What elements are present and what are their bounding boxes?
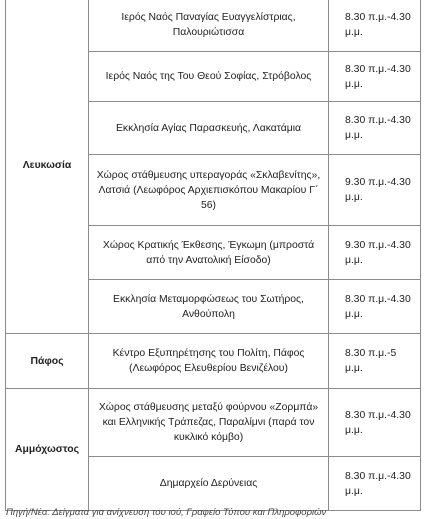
district-cell: Πάφος: [6, 334, 89, 389]
location-cell: Εκκλησία Μεταμορφώσεως του Σωτήρος, Ανθούπολη: [89, 280, 329, 334]
location-cell: Ιερός Ναός της Του Θεού Σοφίας, Στρόβολος: [89, 52, 329, 102]
location-cell: Εκκλησία Αγίας Παρασκευής, Λακατάμια: [89, 102, 329, 155]
table-row: [6, 389, 421, 457]
table-row: [6, 334, 421, 389]
hours-cell: 9.30 π.μ.-4.30 μ.μ.: [329, 226, 421, 280]
hours-cell: 8.30 π.μ.-4.30 μ.μ.: [329, 102, 421, 155]
hours-cell: 9.30 π.μ.-4.30 μ.μ.: [329, 155, 421, 226]
table-caption: Πηγή/Νέα: Δείγματα για ανίχνευση του ιού, Γραφείο Τύπου και Πληροφοριών: [6, 507, 327, 518]
hours-cell: 8.30 π.μ.-4.30 μ.μ.: [329, 280, 421, 334]
hours-cell: 8.30 π.μ.-5 μ.μ.: [329, 334, 421, 389]
district-cell: Αμμόχωστος: [6, 389, 89, 511]
hours-cell: 8.30 π.μ.-4.30 μ.μ.: [329, 0, 421, 52]
location-cell: Χώρος στάθμευσης μεταξύ φούρνου «Ζορμπά» και Ελληνικής Τράπεζας, Παραλίμνι (παρά τον κυκλικό κόμβο): [89, 389, 329, 457]
location-cell: Δημαρχείο Δερύνειας: [89, 457, 329, 511]
hours-cell: 8.30 π.μ.-4.30 μ.μ.: [329, 457, 421, 511]
hours-cell: 8.30 π.μ.-4.30 μ.μ.: [329, 52, 421, 102]
testing-locations-table: [5, 0, 421, 511]
table-row: [6, 0, 421, 52]
hours-cell: 8.30 π.μ.-4.30 μ.μ.: [329, 389, 421, 457]
location-cell: Χώρος στάθμευσης υπεραγοράς «Σκλαβενίτης», Λατσιά (Λεωφόρος Αρχιεπισκόπου Μακαρίου Γ΄ 56): [89, 155, 329, 226]
location-cell: Χώρος Κρατικής Έκθεσης, Έγκωμη (μπροστά από την Ανατολική Είσοδο): [89, 226, 329, 280]
location-cell: Ιερός Ναός Παναγίας Ευαγγελίστριας, Παλουριώτισσα: [89, 0, 329, 52]
location-cell: Κέντρο Εξυπηρέτησης του Πολίτη, Πάφος (Λεωφόρος Ελευθερίου Βενιζέλου): [89, 334, 329, 389]
district-cell: Λευκωσία: [6, 0, 89, 334]
